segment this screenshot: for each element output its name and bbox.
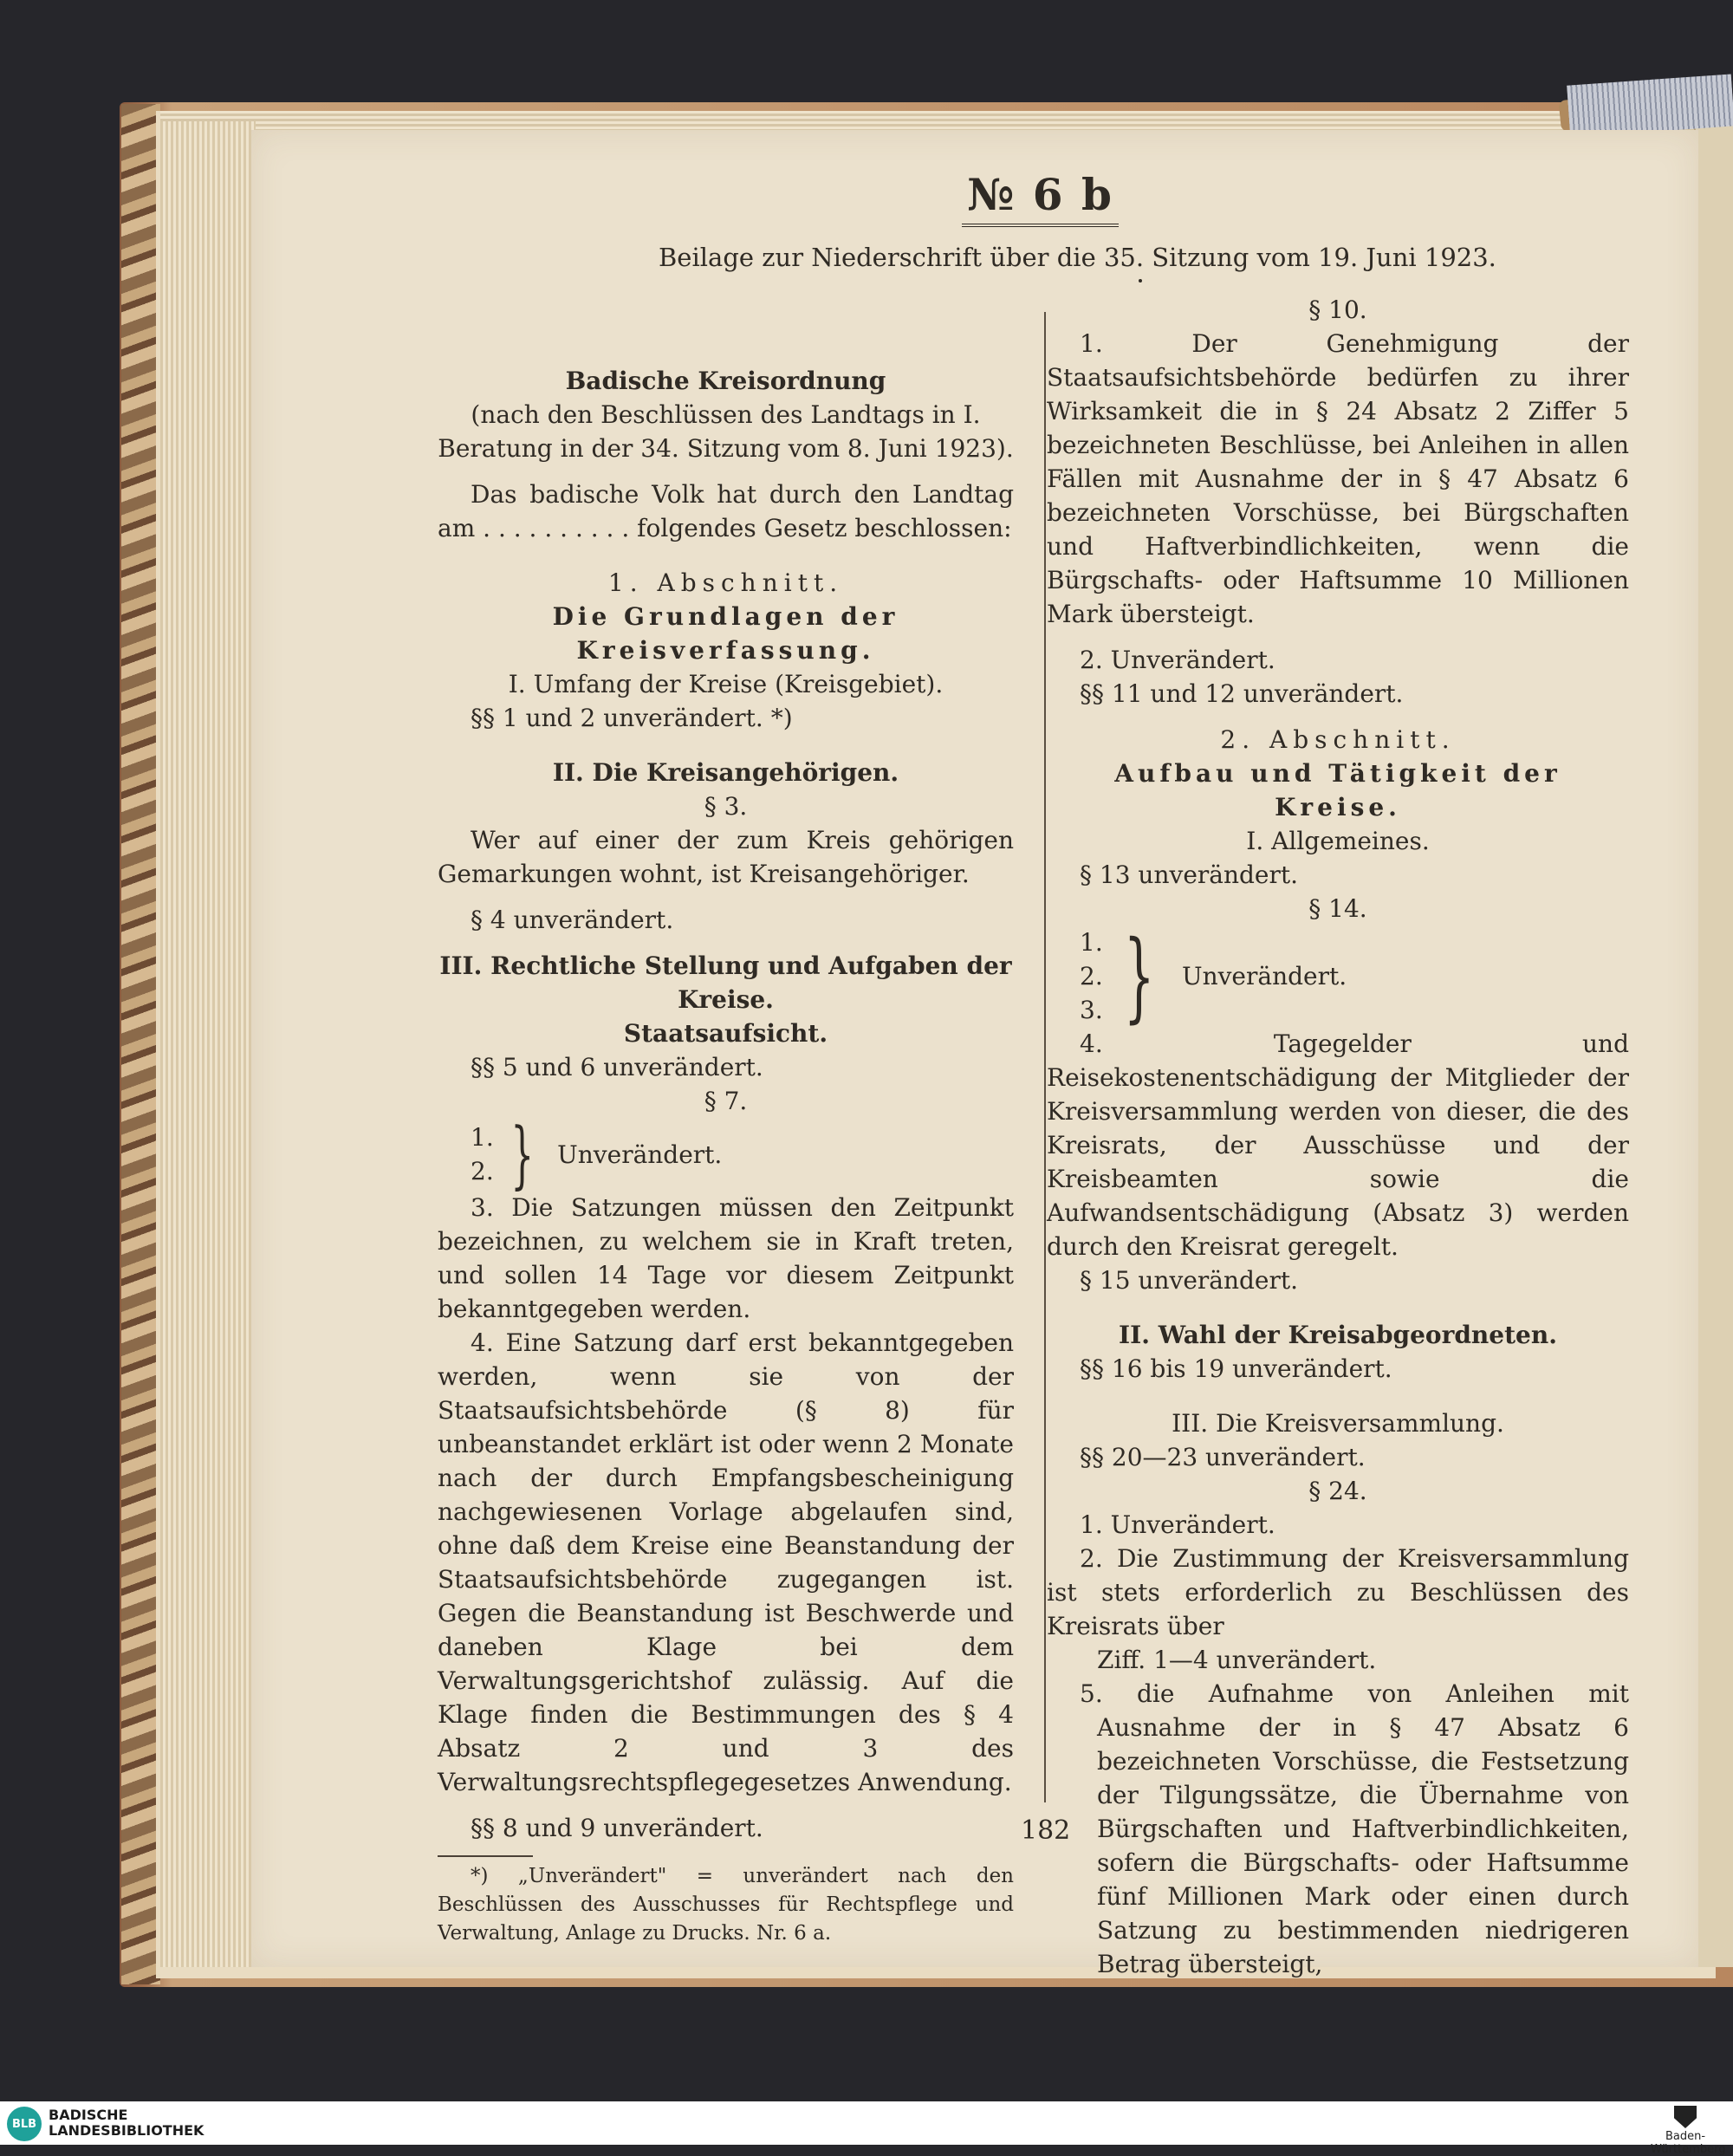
right-column: [1047, 293, 1629, 1981]
paragraph: § 4 unverändert.: [471, 906, 674, 934]
state-logo: Baden-Württemberg: [1651, 2106, 1720, 2156]
paragraph: §§ 20—23 unverändert.: [1080, 1443, 1366, 1471]
curly-brace-icon: }: [510, 1112, 534, 1197]
part-heading: I. Allgemeines.: [1246, 827, 1430, 855]
brace-text: Unverändert.: [1181, 962, 1347, 990]
paragraph: §§ 1 und 2 unverändert. *): [471, 704, 793, 732]
section-heading: 2. Abschnitt.: [1220, 725, 1456, 754]
paragraph: 4. Tagegelder und Reisekostenentschädigung der Mitglieder der Kreisversammlung werden von dieser, die des Kreisrats, der Ausschüsse und der Kreisbeamten sowie die Aufwandsentschädigung (Absatz 3) werden durch den Kreisrat geregelt.: [1047, 1029, 1629, 1261]
page-top-edges: [160, 111, 1703, 132]
part-heading: III. Die Kreisversammlung.: [1172, 1409, 1504, 1438]
footer-bar: [0, 2101, 1733, 2145]
part-subheading: Staatsaufsicht.: [623, 1019, 828, 1048]
paragraph: 4. Eine Satzung darf erst bekanntgegeben werden, wenn sie von der Staatsaufsichtsbehörde (§ 8) für unbeanstandet erklärt ist oder wenn 2 Monate nach der durch Empfangsbescheinigung nachgewiesenen Vorlage abgelaufen sind, ohne daß dem Kreise eine Beanstandung der Staatsaufsichtsbehörde zugegangen ist. Gegen die Beanstandung ist Beschwerde und daneben Klage bei dem Verwaltungsgerichtshof zulässig. Auf die Klage finden die Bestimmungen des § 4 Absatz 2 und 3 des Verwaltungsrechtspflegegesetzes Anwendung.: [438, 1328, 1014, 1796]
brace-group: [1047, 919, 1629, 1033]
paragraph: 3. Die Satzungen müssen den Zeitpunkt bezeichnen, zu welchem sie in Kraft treten, und sollen 14 Tage vor diesem Zeitpunkt bekanntgegeben werden.: [438, 1193, 1014, 1323]
state-crest-icon: [1674, 2106, 1697, 2128]
facing-page-edge: [1694, 121, 1733, 1967]
paragraph-number: § 14.: [1308, 894, 1367, 923]
enactment-clause: Das badische Volk hat durch den Landtag am . . . . . . . . . . folgendes Gesetz beschlossen:: [438, 480, 1014, 542]
footnote: *) „Unverändert" = unverändert nach den Beschlüssen des Ausschusses für Rechtspflege und Verwaltung, Anlage zu Drucks. Nr. 6 a.: [438, 1865, 1014, 1945]
document-subtitle: Beilage zur Niederschrift über die 35. Sitzung vom 19. Juni 1923.: [659, 243, 1496, 272]
brace-group: [438, 1112, 1014, 1197]
curly-brace-icon: }: [1123, 919, 1155, 1033]
paragraph: 2. Unverändert.: [1080, 646, 1275, 674]
document-number: № 6 b: [962, 169, 1119, 227]
section-heading: 1. Abschnitt.: [607, 568, 844, 597]
part-heading: II. Wahl der Kreisabgeordneten.: [1119, 1321, 1557, 1349]
item-number: 3.: [1080, 996, 1103, 1024]
paragraph: §§ 11 und 12 unverändert.: [1080, 679, 1404, 708]
paragraph: Wer auf einer der zum Kreis gehörigen Gemarkungen wohnt, ist Kreisangehöriger.: [438, 826, 1014, 888]
law-title: Badische Kreisordnung: [565, 367, 886, 395]
section-title: Aufbau und Tätigkeit der Kreise.: [1114, 759, 1561, 821]
column-divider: [1044, 312, 1046, 1802]
paragraph: §§ 5 und 6 unverändert.: [471, 1053, 763, 1081]
library-name: BADISCHE LANDESBIBLIOTHEK: [49, 2107, 204, 2139]
page-number: 182: [1021, 1815, 1071, 1846]
paragraph: Ziff. 1—4 unverändert.: [1097, 1646, 1377, 1674]
paragraph: 5. die Aufnahme von Anleihen mit Ausnahme der in § 47 Absatz 6 bezeichneten Vorschüsse, die Festsetzung der Tilgungssätze, die Übernahme von Bürgschaften und Haftverbindlichkeiten, sofern die Bürgschafts- oder Haftsumme fünf Millionen Mark oder einen durch Satzung zu bestimmenden niedrigeren Betrag übersteigt,: [1080, 1679, 1629, 1978]
paragraph: § 13 unverändert.: [1080, 860, 1299, 889]
section-title: Die Grundlagen der Kreisverfassung.: [552, 602, 899, 665]
item-number: 1.: [471, 1123, 494, 1152]
footnote-rule: [438, 1855, 533, 1857]
paragraph-number: § 24.: [1308, 1477, 1367, 1505]
part-heading: III. Rechtliche Stellung und Aufgaben der Kreise.: [439, 951, 1012, 1014]
paragraph-number: § 7.: [704, 1087, 748, 1115]
paragraph-number: § 3.: [704, 792, 748, 821]
marbled-edge: [121, 104, 160, 1984]
item-number: 2.: [471, 1157, 494, 1185]
paragraph: 2. Die Zustimmung der Kreisversammlung ist stets erforderlich zu Beschlüssen des Kreisrats über: [1047, 1544, 1629, 1640]
part-heading: II. Die Kreisangehörigen.: [552, 758, 899, 787]
paragraph: §§ 8 und 9 unverändert.: [471, 1814, 763, 1842]
page-side-edges: [160, 121, 256, 1967]
paragraph: 1. Unverändert.: [1080, 1510, 1275, 1539]
left-column: [438, 364, 1014, 1948]
paragraph: 1. Der Genehmigung der Staatsaufsichtsbehörde bedürfen zu ihrer Wirksamkeit die in § 24 Absatz 2 Ziffer 5 bezeichneten Beschlüsse, bei Anleihen in allen Fällen mit Ausnahme der in § 47 Absatz 6 bezeichneten Vorschüsse, bei Bürgschaften und Haftverbindlichkeiten, wenn die Bürgschafts- oder Haftsumme 10 Millionen Mark übersteigt.: [1047, 329, 1629, 628]
paragraph-number: § 10.: [1308, 295, 1367, 324]
brace-text: Unverändert.: [557, 1140, 723, 1169]
paragraph: § 15 unverändert.: [1080, 1266, 1299, 1295]
item-number: 1.: [1080, 928, 1103, 957]
ink-dot: [1139, 279, 1142, 282]
paragraph: §§ 16 bis 19 unverändert.: [1080, 1354, 1392, 1383]
item-number: 2.: [1080, 962, 1103, 990]
library-logo-icon[interactable]: BLB: [7, 2107, 42, 2141]
law-intro: (nach den Beschlüssen des Landtags in I. Beratung in der 34. Sitzung vom 8. Juni 1923).: [438, 400, 1014, 463]
part-heading: I. Umfang der Kreise (Kreisgebiet).: [508, 670, 944, 698]
